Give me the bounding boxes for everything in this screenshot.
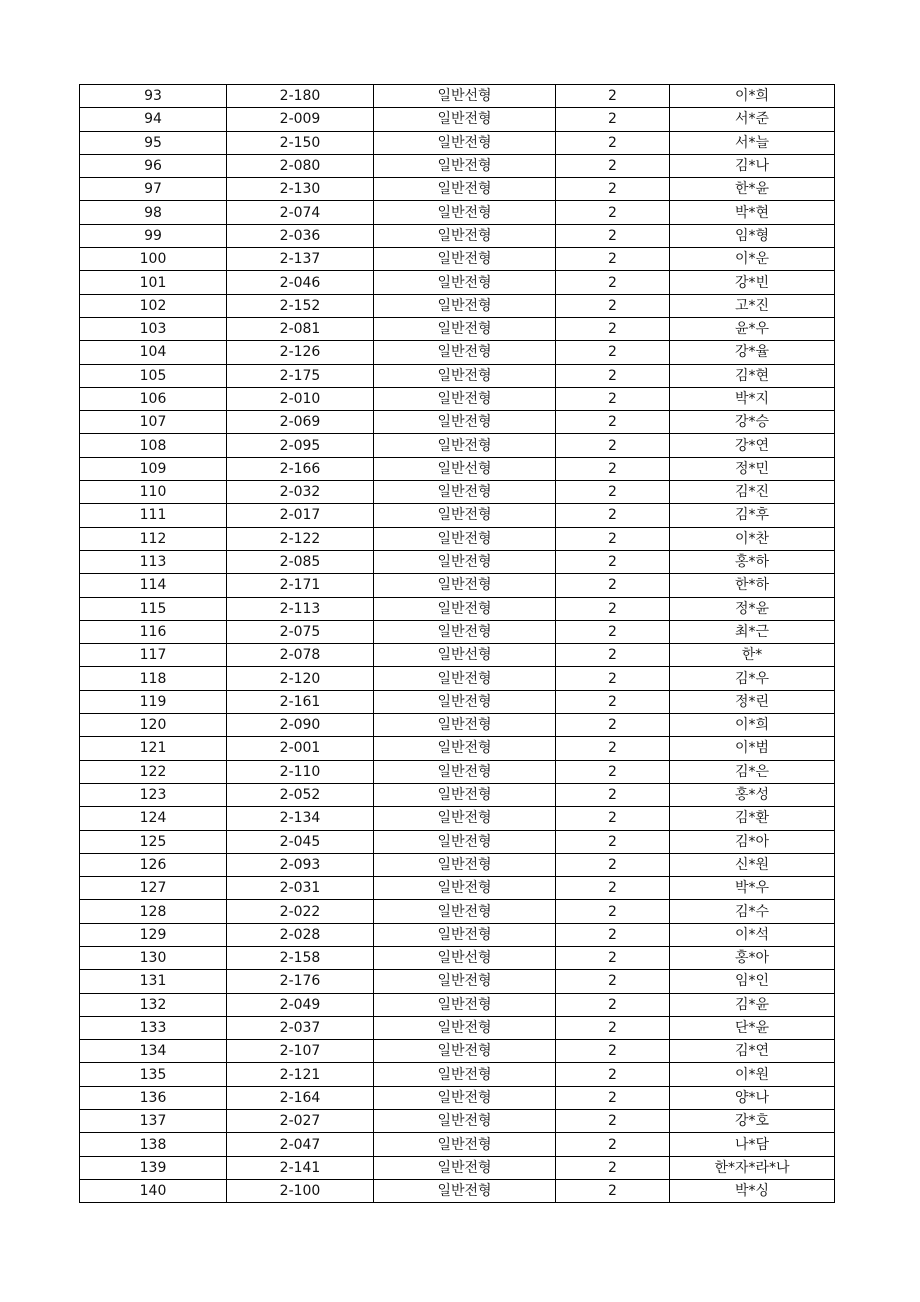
row-number-cell: 128 <box>80 900 227 923</box>
row-number-cell: 104 <box>80 341 227 364</box>
applicant-id-cell: 2-141 <box>227 1156 374 1179</box>
grade-cell: 2 <box>556 690 670 713</box>
row-number-cell: 111 <box>80 504 227 527</box>
grade-cell: 2 <box>556 667 670 690</box>
applicant-id-cell: 2-164 <box>227 1086 374 1109</box>
admission-type-cell: 일반전형 <box>374 411 556 434</box>
admission-type-cell: 일반전형 <box>374 970 556 993</box>
admission-type-cell: 일반전형 <box>374 714 556 737</box>
applicant-id-cell: 2-120 <box>227 667 374 690</box>
row-number-cell: 134 <box>80 1040 227 1063</box>
admission-type-cell: 일반전형 <box>374 760 556 783</box>
table-row <box>80 364 835 387</box>
table-row <box>80 1179 835 1202</box>
table-row <box>80 807 835 830</box>
applicant-id-cell: 2-093 <box>227 853 374 876</box>
applicant-id-cell: 2-150 <box>227 131 374 154</box>
applicant-name-cell: 고*진 <box>670 294 835 317</box>
applicant-id-cell: 2-045 <box>227 830 374 853</box>
table-row <box>80 550 835 573</box>
table-row <box>80 271 835 294</box>
grade-cell: 2 <box>556 853 670 876</box>
applicant-name-cell: 김*나 <box>670 154 835 177</box>
grade-cell: 2 <box>556 271 670 294</box>
applicant-id-cell: 2-049 <box>227 993 374 1016</box>
table-row <box>80 481 835 504</box>
applicant-id-cell: 2-081 <box>227 317 374 340</box>
table-row <box>80 1086 835 1109</box>
row-number-cell: 97 <box>80 178 227 201</box>
applicant-name-cell: 강*빈 <box>670 271 835 294</box>
row-number-cell: 99 <box>80 224 227 247</box>
admission-type-cell: 일반전형 <box>374 317 556 340</box>
applicant-id-cell: 2-176 <box>227 970 374 993</box>
row-number-cell: 108 <box>80 434 227 457</box>
applicant-id-cell: 2-180 <box>227 85 374 108</box>
table-row <box>80 1040 835 1063</box>
admission-type-cell: 일반전형 <box>374 900 556 923</box>
row-number-cell: 106 <box>80 387 227 410</box>
admission-type-cell: 일반전형 <box>374 1179 556 1202</box>
applicant-id-cell: 2-036 <box>227 224 374 247</box>
applicant-name-cell: 한*자*라*나 <box>670 1156 835 1179</box>
admission-type-cell: 일반전형 <box>374 1063 556 1086</box>
row-number-cell: 121 <box>80 737 227 760</box>
admission-type-cell: 일반전형 <box>374 923 556 946</box>
applicant-id-cell: 2-028 <box>227 923 374 946</box>
applicant-name-cell: 김*윤 <box>670 993 835 1016</box>
applicant-name-cell: 김*현 <box>670 364 835 387</box>
applicant-id-cell: 2-009 <box>227 108 374 131</box>
row-number-cell: 137 <box>80 1110 227 1133</box>
grade-cell: 2 <box>556 294 670 317</box>
table-row <box>80 154 835 177</box>
row-number-cell: 124 <box>80 807 227 830</box>
applicant-id-cell: 2-107 <box>227 1040 374 1063</box>
applicant-id-cell: 2-113 <box>227 597 374 620</box>
applicant-name-cell: 홍*아 <box>670 946 835 969</box>
table-row <box>80 597 835 620</box>
admission-type-cell: 일반전형 <box>374 504 556 527</box>
grade-cell: 2 <box>556 317 670 340</box>
table-row <box>80 783 835 806</box>
table-row <box>80 737 835 760</box>
grade-cell: 2 <box>556 783 670 806</box>
admission-type-cell: 일반전형 <box>374 271 556 294</box>
table-row <box>80 946 835 969</box>
table-row <box>80 1063 835 1086</box>
admission-type-cell: 일반전형 <box>374 154 556 177</box>
applicant-name-cell: 서*준 <box>670 108 835 131</box>
applicant-id-cell: 2-047 <box>227 1133 374 1156</box>
grade-cell: 2 <box>556 1156 670 1179</box>
admission-type-cell: 일반전형 <box>374 201 556 224</box>
applicant-id-cell: 2-137 <box>227 248 374 271</box>
applicant-id-cell: 2-166 <box>227 457 374 480</box>
applicant-name-cell: 강*연 <box>670 434 835 457</box>
row-number-cell: 110 <box>80 481 227 504</box>
admission-type-cell: 일반전형 <box>374 131 556 154</box>
admission-type-cell: 일반전형 <box>374 877 556 900</box>
admission-type-cell: 일반전형 <box>374 690 556 713</box>
applicant-name-cell: 양*나 <box>670 1086 835 1109</box>
grade-cell: 2 <box>556 597 670 620</box>
grade-cell: 2 <box>556 946 670 969</box>
applicant-id-cell: 2-052 <box>227 783 374 806</box>
applicant-id-cell: 2-110 <box>227 760 374 783</box>
grade-cell: 2 <box>556 760 670 783</box>
applicant-name-cell: 이*찬 <box>670 527 835 550</box>
row-number-cell: 130 <box>80 946 227 969</box>
row-number-cell: 119 <box>80 690 227 713</box>
applicant-id-cell: 2-027 <box>227 1110 374 1133</box>
table-row <box>80 993 835 1016</box>
applicant-name-cell: 서*늘 <box>670 131 835 154</box>
row-number-cell: 131 <box>80 970 227 993</box>
applicant-name-cell: 김*우 <box>670 667 835 690</box>
grade-cell: 2 <box>556 807 670 830</box>
applicant-id-cell: 2-121 <box>227 1063 374 1086</box>
applicant-name-cell: 단*윤 <box>670 1016 835 1039</box>
applicant-id-cell: 2-022 <box>227 900 374 923</box>
admission-type-cell: 일반전형 <box>374 1016 556 1039</box>
admission-type-cell: 일반선형 <box>374 457 556 480</box>
grade-cell: 2 <box>556 877 670 900</box>
grade-cell: 2 <box>556 154 670 177</box>
table-row <box>80 970 835 993</box>
admission-type-cell: 일반전형 <box>374 341 556 364</box>
applicant-name-cell: 정*린 <box>670 690 835 713</box>
grade-cell: 2 <box>556 131 670 154</box>
grade-cell: 2 <box>556 434 670 457</box>
admission-type-cell: 일반전형 <box>374 527 556 550</box>
table-row <box>80 434 835 457</box>
applicant-id-cell: 2-046 <box>227 271 374 294</box>
row-number-cell: 95 <box>80 131 227 154</box>
admission-type-cell: 일반전형 <box>374 108 556 131</box>
applicant-id-cell: 2-085 <box>227 550 374 573</box>
grade-cell: 2 <box>556 1086 670 1109</box>
applicant-name-cell: 김*환 <box>670 807 835 830</box>
table-row <box>80 923 835 946</box>
admission-type-cell: 일반전형 <box>374 1133 556 1156</box>
applicant-id-cell: 2-080 <box>227 154 374 177</box>
applicant-id-cell: 2-010 <box>227 387 374 410</box>
grade-cell: 2 <box>556 481 670 504</box>
table-row <box>80 504 835 527</box>
applicant-id-cell: 2-031 <box>227 877 374 900</box>
applicant-id-cell: 2-134 <box>227 807 374 830</box>
applicant-name-cell: 김*은 <box>670 760 835 783</box>
applicant-name-cell: 홍*하 <box>670 550 835 573</box>
applicant-name-cell: 이*희 <box>670 714 835 737</box>
grade-cell: 2 <box>556 923 670 946</box>
grade-cell: 2 <box>556 737 670 760</box>
applicant-name-cell: 이*희 <box>670 85 835 108</box>
admission-type-cell: 일반선형 <box>374 644 556 667</box>
grade-cell: 2 <box>556 1016 670 1039</box>
row-number-cell: 96 <box>80 154 227 177</box>
table-row <box>80 1156 835 1179</box>
admission-type-cell: 일반전형 <box>374 807 556 830</box>
admission-type-cell: 일반전형 <box>374 574 556 597</box>
row-number-cell: 116 <box>80 620 227 643</box>
admission-type-cell: 일반전형 <box>374 224 556 247</box>
grade-cell: 2 <box>556 550 670 573</box>
applicant-name-cell: 정*민 <box>670 457 835 480</box>
grade-cell: 2 <box>556 85 670 108</box>
grade-cell: 2 <box>556 1110 670 1133</box>
row-number-cell: 105 <box>80 364 227 387</box>
table-row <box>80 900 835 923</box>
row-number-cell: 133 <box>80 1016 227 1039</box>
applicant-id-cell: 2-175 <box>227 364 374 387</box>
grade-cell: 2 <box>556 504 670 527</box>
table-row <box>80 620 835 643</box>
grade-cell: 2 <box>556 411 670 434</box>
applicant-id-cell: 2-032 <box>227 481 374 504</box>
row-number-cell: 123 <box>80 783 227 806</box>
grade-cell: 2 <box>556 714 670 737</box>
admission-type-cell: 일반전형 <box>374 737 556 760</box>
admission-type-cell: 일반전형 <box>374 783 556 806</box>
row-number-cell: 103 <box>80 317 227 340</box>
row-number-cell: 112 <box>80 527 227 550</box>
applicant-table <box>79 84 835 1203</box>
admission-type-cell: 일반전형 <box>374 1040 556 1063</box>
row-number-cell: 122 <box>80 760 227 783</box>
applicant-name-cell: 나*담 <box>670 1133 835 1156</box>
table-row <box>80 690 835 713</box>
applicant-name-cell: 한*하 <box>670 574 835 597</box>
table-row <box>80 387 835 410</box>
applicant-id-cell: 2-069 <box>227 411 374 434</box>
grade-cell: 2 <box>556 364 670 387</box>
applicant-name-cell: 김*연 <box>670 1040 835 1063</box>
admission-type-cell: 일반전형 <box>374 364 556 387</box>
applicant-name-cell: 박*우 <box>670 877 835 900</box>
table-row <box>80 527 835 550</box>
applicant-name-cell: 이*석 <box>670 923 835 946</box>
admission-type-cell: 일반전형 <box>374 434 556 457</box>
table-row <box>80 411 835 434</box>
applicant-id-cell: 2-001 <box>227 737 374 760</box>
admission-type-cell: 일반전형 <box>374 248 556 271</box>
row-number-cell: 127 <box>80 877 227 900</box>
row-number-cell: 139 <box>80 1156 227 1179</box>
row-number-cell: 107 <box>80 411 227 434</box>
table-row <box>80 1016 835 1039</box>
grade-cell: 2 <box>556 574 670 597</box>
applicant-name-cell: 이*운 <box>670 248 835 271</box>
grade-cell: 2 <box>556 224 670 247</box>
applicant-name-cell: 김*진 <box>670 481 835 504</box>
admission-type-cell: 일반전형 <box>374 294 556 317</box>
admission-type-cell: 일반전형 <box>374 550 556 573</box>
grade-cell: 2 <box>556 248 670 271</box>
grade-cell: 2 <box>556 1063 670 1086</box>
table-row <box>80 201 835 224</box>
admission-type-cell: 일반전형 <box>374 1086 556 1109</box>
row-number-cell: 98 <box>80 201 227 224</box>
admission-type-cell: 일반전형 <box>374 993 556 1016</box>
row-number-cell: 102 <box>80 294 227 317</box>
row-number-cell: 129 <box>80 923 227 946</box>
applicant-id-cell: 2-075 <box>227 620 374 643</box>
admission-type-cell: 일반전형 <box>374 667 556 690</box>
table-row <box>80 830 835 853</box>
grade-cell: 2 <box>556 527 670 550</box>
table-row <box>80 574 835 597</box>
table-row <box>80 224 835 247</box>
applicant-name-cell: 김*수 <box>670 900 835 923</box>
row-number-cell: 93 <box>80 85 227 108</box>
grade-cell: 2 <box>556 108 670 131</box>
applicant-name-cell: 김*아 <box>670 830 835 853</box>
applicant-id-cell: 2-122 <box>227 527 374 550</box>
grade-cell: 2 <box>556 970 670 993</box>
table-row <box>80 760 835 783</box>
grade-cell: 2 <box>556 457 670 480</box>
grade-cell: 2 <box>556 1040 670 1063</box>
table-row <box>80 248 835 271</box>
table-row <box>80 317 835 340</box>
table-row <box>80 853 835 876</box>
row-number-cell: 120 <box>80 714 227 737</box>
grade-cell: 2 <box>556 900 670 923</box>
row-number-cell: 101 <box>80 271 227 294</box>
row-number-cell: 94 <box>80 108 227 131</box>
grade-cell: 2 <box>556 178 670 201</box>
applicant-name-cell: 박*싱 <box>670 1179 835 1202</box>
applicant-id-cell: 2-074 <box>227 201 374 224</box>
applicant-name-cell: 임*인 <box>670 970 835 993</box>
applicant-id-cell: 2-158 <box>227 946 374 969</box>
table-row <box>80 714 835 737</box>
row-number-cell: 138 <box>80 1133 227 1156</box>
row-number-cell: 126 <box>80 853 227 876</box>
admission-type-cell: 일반전형 <box>374 387 556 410</box>
applicant-name-cell: 강*승 <box>670 411 835 434</box>
grade-cell: 2 <box>556 830 670 853</box>
applicant-name-cell: 윤*우 <box>670 317 835 340</box>
grade-cell: 2 <box>556 201 670 224</box>
applicant-id-cell: 2-095 <box>227 434 374 457</box>
applicant-name-cell: 한* <box>670 644 835 667</box>
grade-cell: 2 <box>556 1133 670 1156</box>
row-number-cell: 117 <box>80 644 227 667</box>
admission-type-cell: 일반전형 <box>374 830 556 853</box>
applicant-name-cell: 이*범 <box>670 737 835 760</box>
table-row <box>80 131 835 154</box>
applicant-id-cell: 2-130 <box>227 178 374 201</box>
applicant-name-cell: 강*율 <box>670 341 835 364</box>
row-number-cell: 135 <box>80 1063 227 1086</box>
row-number-cell: 125 <box>80 830 227 853</box>
table-row <box>80 457 835 480</box>
applicant-name-cell: 임*형 <box>670 224 835 247</box>
row-number-cell: 140 <box>80 1179 227 1202</box>
grade-cell: 2 <box>556 993 670 1016</box>
table-row <box>80 877 835 900</box>
admission-type-cell: 일반전형 <box>374 853 556 876</box>
row-number-cell: 114 <box>80 574 227 597</box>
applicant-id-cell: 2-100 <box>227 1179 374 1202</box>
applicant-id-cell: 2-037 <box>227 1016 374 1039</box>
grade-cell: 2 <box>556 341 670 364</box>
table-row <box>80 108 835 131</box>
applicant-name-cell: 박*지 <box>670 387 835 410</box>
applicant-id-cell: 2-017 <box>227 504 374 527</box>
applicant-name-cell: 강*호 <box>670 1110 835 1133</box>
applicant-name-cell: 정*윤 <box>670 597 835 620</box>
applicant-name-cell: 신*원 <box>670 853 835 876</box>
admission-type-cell: 일반전형 <box>374 620 556 643</box>
admission-type-cell: 일반전형 <box>374 1156 556 1179</box>
row-number-cell: 109 <box>80 457 227 480</box>
applicant-name-cell: 박*현 <box>670 201 835 224</box>
table-row <box>80 178 835 201</box>
row-number-cell: 113 <box>80 550 227 573</box>
applicant-id-cell: 2-078 <box>227 644 374 667</box>
admission-type-cell: 일반선형 <box>374 946 556 969</box>
admission-type-cell: 일반전형 <box>374 1110 556 1133</box>
table-row <box>80 85 835 108</box>
admission-type-cell: 일반전형 <box>374 481 556 504</box>
applicant-name-cell: 한*윤 <box>670 178 835 201</box>
grade-cell: 2 <box>556 644 670 667</box>
table-row <box>80 1110 835 1133</box>
grade-cell: 2 <box>556 387 670 410</box>
row-number-cell: 136 <box>80 1086 227 1109</box>
table-row <box>80 341 835 364</box>
row-number-cell: 100 <box>80 248 227 271</box>
applicant-id-cell: 2-152 <box>227 294 374 317</box>
applicant-id-cell: 2-090 <box>227 714 374 737</box>
applicant-name-cell: 최*근 <box>670 620 835 643</box>
admission-type-cell: 일반전형 <box>374 597 556 620</box>
row-number-cell: 118 <box>80 667 227 690</box>
grade-cell: 2 <box>556 620 670 643</box>
grade-cell: 2 <box>556 1179 670 1202</box>
admission-type-cell: 일반전형 <box>374 178 556 201</box>
applicant-name-cell: 김*후 <box>670 504 835 527</box>
applicant-name-cell: 홍*성 <box>670 783 835 806</box>
applicant-id-cell: 2-161 <box>227 690 374 713</box>
table-row <box>80 644 835 667</box>
row-number-cell: 115 <box>80 597 227 620</box>
applicant-id-cell: 2-171 <box>227 574 374 597</box>
table-row <box>80 294 835 317</box>
applicant-id-cell: 2-126 <box>227 341 374 364</box>
table-row <box>80 667 835 690</box>
row-number-cell: 132 <box>80 993 227 1016</box>
table-row <box>80 1133 835 1156</box>
applicant-name-cell: 이*원 <box>670 1063 835 1086</box>
admission-type-cell: 일반선형 <box>374 85 556 108</box>
